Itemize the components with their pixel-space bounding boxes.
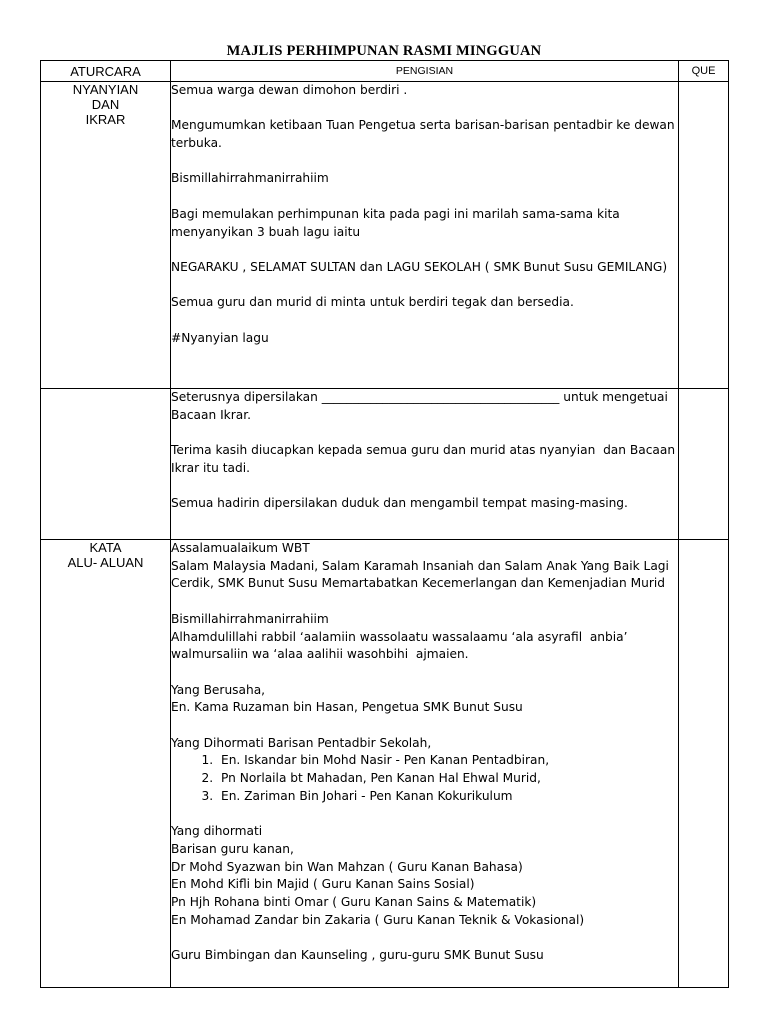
paragraph: Bismillahirrahmanirrahiim (171, 171, 329, 186)
pengetua-line: En. Kama Ruzaman bin Hasan, Pengetua SMK Bunut Susu (171, 700, 523, 715)
list-item: 2. Pn Norlaila bt Mahadan, Pen Kanan Hal Ehwal Murid, (217, 770, 678, 788)
doa-line: Alhamdulillahi rabbil ‘aalamiin wassolaatu wassalaamu ‘ala asyrafil anbia’ walmursaliin wa ‘alaa aalihii wasohbihi ajmaien. (171, 629, 632, 662)
header-aturcara: ATURCARA (41, 61, 171, 82)
row-que-cell (679, 82, 729, 389)
programme-table (40, 60, 729, 988)
paragraph: NEGARAKU , SELAMAT SULTAN dan LAGU SEKOLAH ( SMK Bunut Susu GEMILANG) (171, 259, 668, 274)
list-item: 1. En. Iskandar bin Mohd Nasir - Pen Kanan Pentadbiran, (217, 752, 678, 770)
header-que: QUE (679, 61, 729, 82)
greeting-line: Assalamualaikum WBT (171, 541, 310, 555)
guru-kanan-line: En Mohamad Zandar bin Zakaria ( Guru Kanan Teknik & Vokasional) (171, 912, 585, 927)
paragraph: Mengumumkan ketibaan Tuan Pengetua serta barisan-barisan pentadbir ke dewan terbuka. (171, 118, 679, 151)
label-text: NYANYIAN DAN IKRAR (72, 82, 139, 127)
guru-kanan-line: En Mohd Kifli bin Majid ( Guru Kanan Sains Sosial) (171, 877, 475, 892)
pengetua-line: Yang Berusaha, (171, 682, 266, 697)
guru-kanan-line: Pn Hjh Rohana binti Omar ( Guru Kanan Sains & Matematik) (171, 895, 537, 909)
pentadbir-list (171, 752, 678, 805)
paragraph: Semua hadirin dipersilakan duduk dan mengambil tempat masing-masing. (171, 496, 628, 511)
table-row (41, 540, 729, 988)
row-que-cell (679, 540, 729, 988)
label-text: KATA ALU- ALUAN (67, 540, 144, 570)
paragraph: Terima kasih diucapkan kepada semua guru dan murid atas nyanyian dan Bacaan Ikrar itu tadi. (171, 443, 679, 475)
table-row (41, 389, 729, 540)
row-content-nyanyian (171, 82, 679, 389)
pentadbir-heading: Yang Dihormati Barisan Pentadbir Sekolah, (171, 735, 432, 750)
table-header-row (41, 61, 729, 82)
paragraph: Semua guru dan murid di minta untuk berdiri tegak dan bersedia. (171, 295, 574, 310)
guru-kanan-line: Dr Mohd Syazwan bin Wan Mahzan ( Guru Kanan Bahasa) (171, 859, 523, 874)
list-item: 3. En. Zariman Bin Johari - Pen Kanan Kokurikulum (217, 788, 678, 806)
row-label-nyanyian (41, 82, 171, 389)
document-title: MAJLIS PERHIMPUNAN RASMI MINGGUAN (226, 43, 542, 59)
greeting-line: Salam Malaysia Madani, Salam Karamah Insaniah dan Salam Anak Yang Baik Lagi Cerdik, SMK Bunut Susu Memartabatkan Kecemerlangan dan Kemenjadian Murid (171, 558, 673, 591)
guru-kanan-line: Yang dihormati (171, 824, 263, 839)
paragraph: #Nyanyian lagu (171, 330, 269, 345)
row-label-kata-alu-aluan (41, 540, 171, 988)
closing-line: Guru Bimbingan dan Kaunseling , guru-guru SMK Bunut Susu (171, 948, 544, 963)
paragraph: Seterusnya dipersilakan _______________________________________ untuk mengetuai Bacaan Ikrar. (171, 390, 676, 422)
row-label-empty (41, 389, 171, 540)
row-content-ikrar (171, 389, 679, 540)
header-pengisian: PENGISIAN (171, 61, 679, 82)
doa-line: Bismillahirrahmanirrahiim (171, 611, 329, 626)
table-row (41, 82, 729, 389)
paragraph: Bagi memulakan perhimpunan kita pada pagi ini marilah sama-sama kita menyanyikan 3 buah lagu iaitu (171, 206, 624, 239)
row-que-cell (679, 389, 729, 540)
row-content-kata-alu-aluan (171, 540, 679, 988)
guru-kanan-line: Barisan guru kanan, (171, 841, 294, 856)
paragraph: Semua warga dewan dimohon berdiri . (171, 83, 408, 97)
